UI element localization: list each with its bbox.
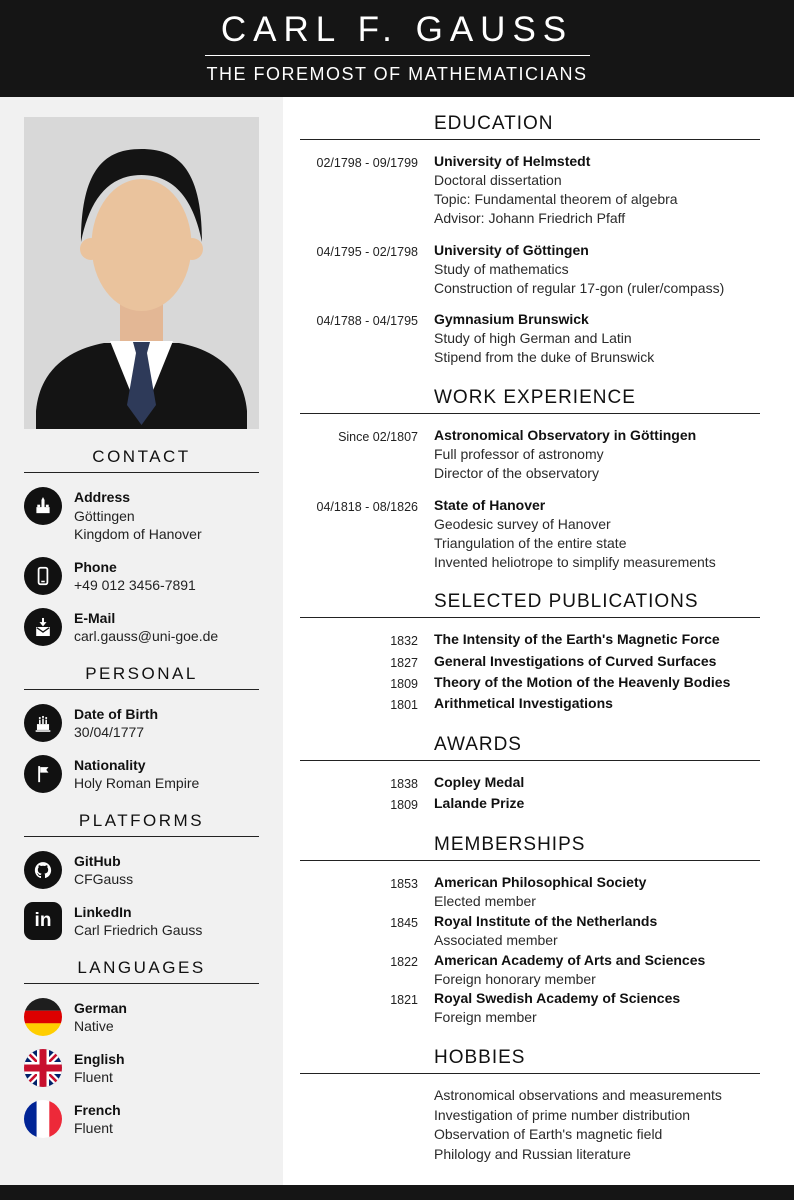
personal-birth (24, 704, 259, 742)
section-heading-memberships: MEMBERSHIPS (434, 834, 586, 856)
platform-github (24, 851, 259, 889)
linkedin-icon (24, 902, 62, 940)
education-entry (300, 152, 760, 228)
entry-year: 1809 (390, 676, 418, 691)
birthday-cake-icon (24, 704, 62, 742)
entry-year: 1832 (390, 634, 418, 649)
entry-title: State of Hanover (434, 496, 546, 513)
education-entry (300, 310, 760, 367)
content (0, 97, 794, 1184)
item-value: +49 012 3456-7891 (74, 577, 196, 594)
item-label: French (74, 1101, 121, 1118)
hobby-line: Observation of Earth's magnetic field (434, 1126, 663, 1143)
sidebar-heading-platforms: PLATFORMS (78, 810, 205, 830)
entry-line: Doctoral dissertation (434, 172, 562, 189)
item-label: Nationality (74, 756, 146, 773)
entry-year: 1801 (390, 697, 418, 712)
linkedin-glyph: in (34, 909, 52, 931)
entry-title: University of Helmstedt (434, 153, 591, 170)
header-divider (205, 55, 590, 56)
section-heading-work: WORK EXPERIENCE (434, 387, 636, 409)
membership-role: Associated member (434, 931, 558, 948)
entry-line: Full professor of astronomy (434, 446, 604, 463)
item-value: Native (74, 1018, 114, 1035)
sidebar-rule (24, 472, 259, 473)
section-memberships (300, 834, 760, 1027)
header (0, 0, 794, 97)
item-value: Kingdom of Hanover (74, 526, 202, 543)
membership-title: Royal Swedish Academy of Sciences (434, 990, 681, 1007)
section-hobbies (300, 1047, 760, 1164)
section-awards (300, 734, 760, 814)
section-rule (300, 760, 760, 761)
award-entry (300, 794, 760, 814)
language-english (24, 1049, 259, 1087)
language-french (24, 1100, 259, 1138)
sidebar-rule (24, 689, 259, 690)
entry-year: 1845 (390, 915, 418, 930)
item-label: GitHub (74, 852, 121, 869)
item-label: English (74, 1050, 125, 1067)
membership-entry (300, 912, 760, 950)
award-title: Lalande Prize (434, 795, 525, 812)
education-entry (300, 241, 760, 298)
contact-address (24, 487, 259, 543)
sidebar-rule (24, 836, 259, 837)
german-flag-icon (24, 998, 62, 1036)
language-german (24, 998, 259, 1036)
entry-line: Director of the observatory (434, 464, 599, 481)
publication-entry (300, 652, 760, 672)
publication-title: Arithmetical Investigations (434, 694, 613, 711)
entry-line: Stipend from the duke of Brunswick (434, 349, 655, 366)
footer-bar (0, 1185, 794, 1200)
phone-icon (24, 557, 62, 595)
entry-title: Astronomical Observatory in Göttingen (434, 427, 697, 444)
email-icon (24, 608, 62, 646)
section-rule (300, 617, 760, 618)
item-value: Fluent (74, 1069, 113, 1086)
entry-title: University of Göttingen (434, 241, 589, 258)
publication-title: The Intensity of the Earth's Magnetic Force (434, 631, 720, 648)
sidebar-rule (24, 983, 259, 984)
entry-period: 04/1788 - 04/1795 (316, 314, 418, 329)
avatar-illustration (24, 117, 259, 429)
portrait-photo (24, 117, 259, 429)
header-tagline: THE FOREMOST OF MATHEMATICIANS (206, 64, 588, 85)
item-label: Phone (74, 558, 117, 575)
membership-entry (300, 989, 760, 1027)
sidebar-heading-languages: LANGUAGES (77, 957, 206, 977)
section-education (300, 113, 760, 367)
publication-entry (300, 630, 760, 650)
item-value: carl.gauss@uni-goe.de (74, 628, 219, 645)
entry-line: Invented heliotrope to simplify measurements (434, 553, 716, 570)
entry-line: Study of mathematics (434, 260, 569, 277)
hobby-line: Astronomical observations and measurements (434, 1087, 722, 1104)
entry-period: Since 02/1807 (338, 430, 418, 445)
french-flag-icon (24, 1100, 62, 1138)
hobby-line: Philology and Russian literature (434, 1146, 631, 1163)
section-heading-publications: SELECTED PUBLICATIONS (434, 591, 699, 613)
publication-entry (300, 673, 760, 693)
membership-entry (300, 873, 760, 911)
section-rule (300, 860, 760, 861)
item-label: E-Mail (74, 609, 116, 626)
github-icon (24, 851, 62, 889)
item-value: Holy Roman Empire (74, 775, 200, 792)
entry-year: 1827 (390, 655, 418, 670)
entry-line: Geodesic survey of Hanover (434, 515, 611, 532)
work-entry (300, 426, 760, 483)
entry-line: Advisor: Johann Friedrich Pfaff (434, 209, 626, 226)
membership-role: Elected member (434, 893, 536, 910)
flag-icon (24, 755, 62, 793)
main-column (283, 97, 794, 1184)
sidebar-heading-contact: CONTACT (92, 447, 191, 467)
entry-line: Study of high German and Latin (434, 330, 632, 347)
section-heading-education: EDUCATION (434, 113, 554, 135)
item-label: LinkedIn (74, 903, 132, 920)
membership-role: Foreign honorary member (434, 970, 596, 987)
publication-title: General Investigations of Curved Surfaces (434, 652, 717, 669)
sidebar (0, 97, 283, 1184)
award-entry (300, 773, 760, 793)
entry-period: 04/1795 - 02/1798 (316, 244, 418, 259)
award-title: Copley Medal (434, 773, 525, 790)
work-entry (300, 496, 760, 572)
address-icon (24, 487, 62, 525)
item-label: Date of Birth (74, 705, 158, 722)
item-value: Göttingen (74, 507, 135, 524)
membership-role: Foreign member (434, 1009, 537, 1026)
section-heading-awards: AWARDS (434, 733, 522, 755)
entry-period: 02/1798 - 09/1799 (316, 156, 418, 171)
membership-title: American Philosophical Society (434, 874, 647, 891)
item-value: 30/04/1777 (74, 724, 145, 741)
membership-title: American Academy of Arts and Sciences (434, 951, 706, 968)
contact-email (24, 608, 259, 646)
section-rule (300, 1073, 760, 1074)
personal-nationality (24, 755, 259, 793)
platform-linkedin (24, 902, 259, 940)
section-rule (300, 413, 760, 414)
publication-entry (300, 694, 760, 714)
section-work-experience (300, 387, 760, 571)
entry-title: Gymnasium Brunswick (434, 311, 589, 328)
item-value: Fluent (74, 1120, 113, 1137)
uk-flag-icon (24, 1049, 62, 1087)
item-label: Address (74, 489, 131, 506)
entry-year: 1838 (390, 776, 418, 791)
membership-entry (300, 951, 760, 989)
item-value: CFGauss (74, 871, 134, 888)
publication-title: Theory of the Motion of the Heavenly Bodies (434, 673, 731, 690)
section-rule (300, 139, 760, 140)
entry-period: 04/1818 - 08/1826 (316, 499, 418, 514)
section-heading-hobbies: HOBBIES (434, 1047, 526, 1069)
entry-line: Topic: Fundamental theorem of algebra (434, 191, 678, 208)
hobby-line: Investigation of prime number distribution (434, 1106, 691, 1123)
item-value: Carl Friedrich Gauss (74, 922, 203, 939)
item-label: German (74, 999, 127, 1016)
page-title: CARL F. GAUSS (220, 10, 574, 49)
entry-line: Triangulation of the entire state (434, 534, 627, 551)
entry-year: 1853 (390, 877, 418, 892)
contact-phone (24, 557, 259, 595)
entry-year: 1822 (390, 954, 418, 969)
sidebar-heading-personal: PERSONAL (85, 663, 198, 683)
entry-year: 1809 (390, 798, 418, 813)
entry-line: Construction of regular 17-gon (ruler/compass) (434, 279, 725, 296)
entry-year: 1821 (390, 993, 418, 1008)
membership-title: Royal Institute of the Netherlands (434, 912, 658, 929)
section-publications (300, 591, 760, 714)
